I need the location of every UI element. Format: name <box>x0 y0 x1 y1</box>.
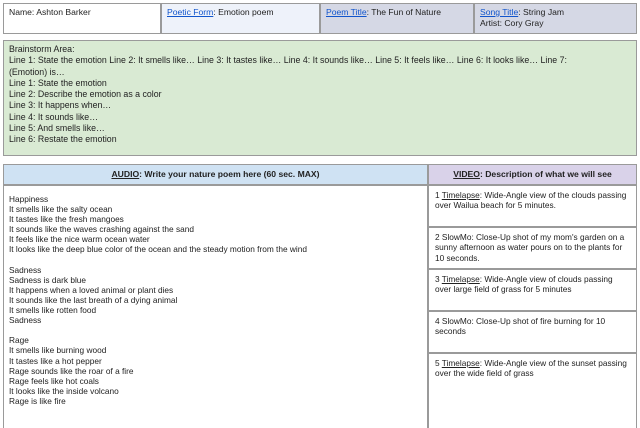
brainstorm-line: Line 1: State the emotion Line 2: It smells like… Line 3: It tastes like… Line 4: It sounds like… Line 5: It feels like… Line 6: It looks like… Line 7: <box>9 55 567 66</box>
shot-kind: Timelapse <box>441 190 480 200</box>
brainstorm-area <box>3 40 637 156</box>
poem-title-cell <box>320 3 474 34</box>
shot-number: 1 <box>435 190 442 200</box>
video-shot-4[interactable] <box>428 311 637 353</box>
shot-description: : Close-Up shot of my mom's garden on a sunny afternoon as water pours on to the plants for 10 seconds. <box>435 232 625 263</box>
video-shot-5[interactable] <box>428 353 637 428</box>
shot-kind: SlowMo <box>441 316 472 326</box>
stanza-gap <box>9 255 422 265</box>
student-name: Name: Ashton Barker <box>9 7 91 17</box>
artist-name: Artist: Cory Gray <box>480 18 544 28</box>
brainstorm-line: (Emotion) is… <box>9 66 65 77</box>
shot-kind: Timelapse <box>441 358 480 368</box>
poem-line: Rage is like fire <box>9 395 66 406</box>
shot-kind: Timelapse <box>441 274 480 284</box>
brainstorm-line: Line 2: Describe the emotion as a color <box>9 89 162 100</box>
stanza-gap <box>9 325 422 335</box>
poem-line: It smells like the salty ocean <box>9 204 113 215</box>
poem-line: It smells like rotten food <box>9 305 97 316</box>
shot-number: 2 <box>435 232 442 242</box>
poetic-form-label[interactable]: Poetic Form <box>167 7 214 17</box>
song-title-value: : String Jam <box>518 7 565 17</box>
poem-line: It looks like the deep blue color of the ocean and the steady motion from the wind <box>9 244 307 255</box>
song-title-cell <box>474 3 637 34</box>
video-header-rest: : Description of what we will see <box>479 169 612 179</box>
poem-line: It happens when a loved animal or plant dies <box>9 284 174 295</box>
audio-column-header <box>3 164 428 185</box>
poem-title-value: : The Fun of Nature <box>366 7 441 17</box>
poem-line: It tastes like a hot pepper <box>9 355 102 366</box>
poem-line: It looks like the inside volcano <box>9 385 119 396</box>
video-shot-2[interactable] <box>428 227 637 269</box>
poem-line: Sadness <box>9 315 42 326</box>
poem-title-label[interactable]: Poem Title <box>326 7 367 17</box>
poem-line: It tastes like the fresh mangoes <box>9 214 124 225</box>
brainstorm-line: Line 6: Restate the emotion <box>9 134 117 145</box>
shot-kind: SlowMo <box>441 232 472 242</box>
video-header-label: VIDEO <box>453 169 480 179</box>
shot-description: : Wide-Angle view of the clouds passing over Wailua beach for 5 minutes. <box>435 190 627 211</box>
poetic-form-cell <box>161 3 320 34</box>
shot-description: : Wide-Angle view of the sunset passing over the wide field of grass <box>435 358 627 379</box>
poem-line: Sadness is dark blue <box>9 274 87 285</box>
shot-description: : Close-Up shot of fire burning for 10 seconds <box>435 316 606 337</box>
brainstorm-line: Line 5: And smells like… <box>9 123 105 134</box>
shot-number: 4 <box>435 316 442 326</box>
shot-description: : Wide-Angle view of clouds passing over large field of grass for 5 minutes <box>435 274 613 295</box>
poem-line: It smells like burning wood <box>9 345 107 356</box>
video-shot-3[interactable] <box>428 269 637 311</box>
poem-line: Sadness <box>9 264 42 275</box>
brainstorm-line: Line 1: State the emotion <box>9 77 107 88</box>
brainstorm-line: Line 3: It happens when… <box>9 100 112 111</box>
audio-header-label: AUDIO <box>111 169 140 179</box>
song-title-label[interactable]: Song Title <box>480 7 519 17</box>
poem-line: Rage feels like hot coals <box>9 375 99 386</box>
poem-line: Rage <box>9 335 29 346</box>
poetic-form-value: : Emotion poem <box>213 7 274 17</box>
audio-header-rest: : Write your nature poem here (60 sec. MAX) <box>139 169 320 179</box>
video-shot-1[interactable] <box>428 185 637 227</box>
poem-line: It sounds like the waves crashing against the sand <box>9 224 194 235</box>
brainstorm-line: Brainstorm Area: <box>9 44 75 54</box>
shot-number: 5 <box>435 358 442 368</box>
poem-line: Rage sounds like the roar of a fire <box>9 365 134 376</box>
poem-line: Happiness <box>9 194 49 204</box>
poem-line: It sounds like the last breath of a dying animal <box>9 294 178 305</box>
brainstorm-line: Line 4: It sounds like… <box>9 111 98 122</box>
shot-number: 3 <box>435 274 442 284</box>
video-column-header <box>428 164 637 185</box>
poem-body[interactable] <box>3 185 428 428</box>
name-cell <box>3 3 161 34</box>
poem-line: It feels like the nice warm ocean water <box>9 234 150 245</box>
